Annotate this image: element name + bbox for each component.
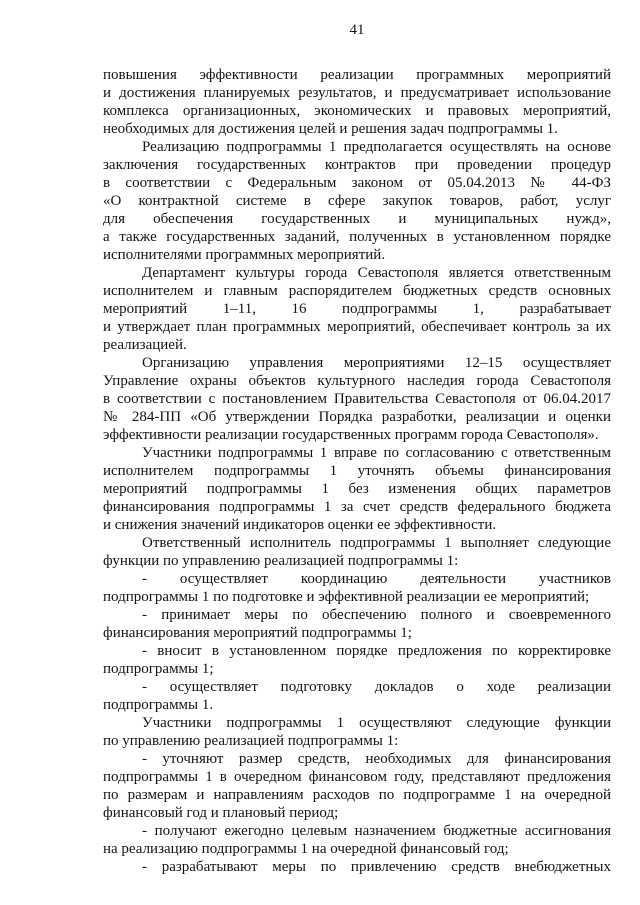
paragraph <box>103 66 611 138</box>
text-line: исполнителем и главным распорядителем бюджетных средств основных <box>103 283 611 299</box>
text-line: - разрабатывают меры по привлечению средств внебюджетных <box>142 859 611 875</box>
text-line: финансирования мероприятий подпрограммы 1; <box>103 625 412 641</box>
text-line: комплекса организационных, экономических и правовых мероприятий, <box>103 103 611 119</box>
text-line: подпрограммы 1; <box>103 661 214 677</box>
text-line: финансирования подпрограммы 1 за счет средств федерального бюджета <box>103 499 611 515</box>
text-line: а также государственных заданий, полученных в установленном порядке <box>103 229 611 245</box>
text-line: - получают ежегодно целевым назначением бюджетные ассигнования <box>142 823 611 839</box>
list-item-paragraph <box>103 678 611 714</box>
text-line: № 284-ПП «Об утверждении Порядка разработки, реализации и оценки <box>103 409 611 425</box>
text-line: Управление охраны объектов культурного наследия города Севастополя <box>103 373 611 389</box>
text-line: «О контрактной системе в сфере закупок товаров, работ, услуг <box>103 193 611 209</box>
text-line: - осуществляет координацию деятельности участников <box>142 571 611 587</box>
text-line: исполнителями программных мероприятий. <box>103 247 386 263</box>
document-body <box>103 66 611 876</box>
text-line: повышения эффективности реализации программных мероприятий <box>103 67 611 83</box>
text-line: - принимает меры по обеспечению полного и своевременного <box>142 607 611 623</box>
text-line: Участники подпрограммы 1 осуществляют следующие функции <box>142 715 611 731</box>
text-line: мероприятий подпрограммы 1 без изменения общих параметров <box>103 481 611 497</box>
text-line: - вносит в установленном порядке предложения по корректировке <box>142 643 611 659</box>
text-line: подпрограммы 1 в очередном финансовом году, представляют предложения <box>103 769 611 785</box>
text-line: на реализацию подпрограммы 1 на очередной финансовый год; <box>103 841 509 857</box>
list-item-paragraph <box>103 570 611 606</box>
page-number: 41 <box>349 22 365 38</box>
list-item-paragraph <box>103 750 611 822</box>
text-line: Департамент культуры города Севастополя является ответственным <box>142 265 611 281</box>
text-line: и снижения значений индикаторов оценки ее эффективности. <box>103 517 497 533</box>
text-line: мероприятий 1–11, 16 подпрограммы 1, разрабатывает <box>103 301 611 317</box>
text-line: реализацией. <box>103 337 187 353</box>
text-line: подпрограммы 1. <box>103 697 214 713</box>
text-line: и утверждает план программных мероприятий, обеспечивает контроль за их <box>103 319 611 335</box>
text-line: финансовый год и плановый период; <box>103 805 339 821</box>
list-item-paragraph <box>103 822 611 858</box>
text-line: необходимых для достижения целей и решения задач подпрограммы 1. <box>103 121 558 137</box>
text-line: эффективности реализации государственных программ города Севастополя». <box>103 427 599 443</box>
text-line: по размерам и направлениям расходов по подпрограмме 1 на очередной <box>103 787 611 803</box>
text-line: и достижения планируемых результатов, и предусматривает использование <box>103 85 611 101</box>
text-line: по управлению реализацией подпрограммы 1: <box>103 733 399 749</box>
text-line: исполнителем подпрограммы 1 уточнять объемы финансирования <box>103 463 611 479</box>
list-item-paragraph <box>103 858 611 876</box>
text-line: в соответствии с Федеральным законом от 05.04.2013 № 44-ФЗ <box>103 175 611 191</box>
list-item-paragraph <box>103 606 611 642</box>
text-line: Участники подпрограммы 1 вправе по согласованию с ответственным <box>142 445 611 461</box>
text-line: Организацию управления мероприятиями 12–15 осуществляет <box>142 355 611 371</box>
paragraph <box>103 444 611 534</box>
list-item-paragraph <box>103 642 611 678</box>
text-line: для обеспечения государственных и муниципальных нужд», <box>103 211 611 227</box>
paragraph <box>103 534 611 570</box>
paragraph <box>103 138 611 264</box>
paragraph <box>103 354 611 444</box>
paragraph <box>103 264 611 354</box>
text-line: - уточняют размер средств, необходимых для финансирования <box>142 751 611 767</box>
text-line: заключения государственных контрактов при проведении процедур <box>103 157 611 173</box>
text-line: функции по управлению реализацией подпрограммы 1: <box>103 553 459 569</box>
text-line: Реализацию подпрограммы 1 предполагается осуществлять на основе <box>142 139 611 155</box>
text-line: подпрограммы 1 по подготовке и эффективной реализации ее мероприятий; <box>103 589 590 605</box>
text-line: в соответствии с постановлением Правительства Севастополя от 06.04.2017 <box>103 391 611 407</box>
text-line: - осуществляет подготовку докладов о ходе реализации <box>142 679 611 695</box>
text-line: Ответственный исполнитель подпрограммы 1 выполняет следующие <box>142 535 611 551</box>
paragraph <box>103 714 611 750</box>
